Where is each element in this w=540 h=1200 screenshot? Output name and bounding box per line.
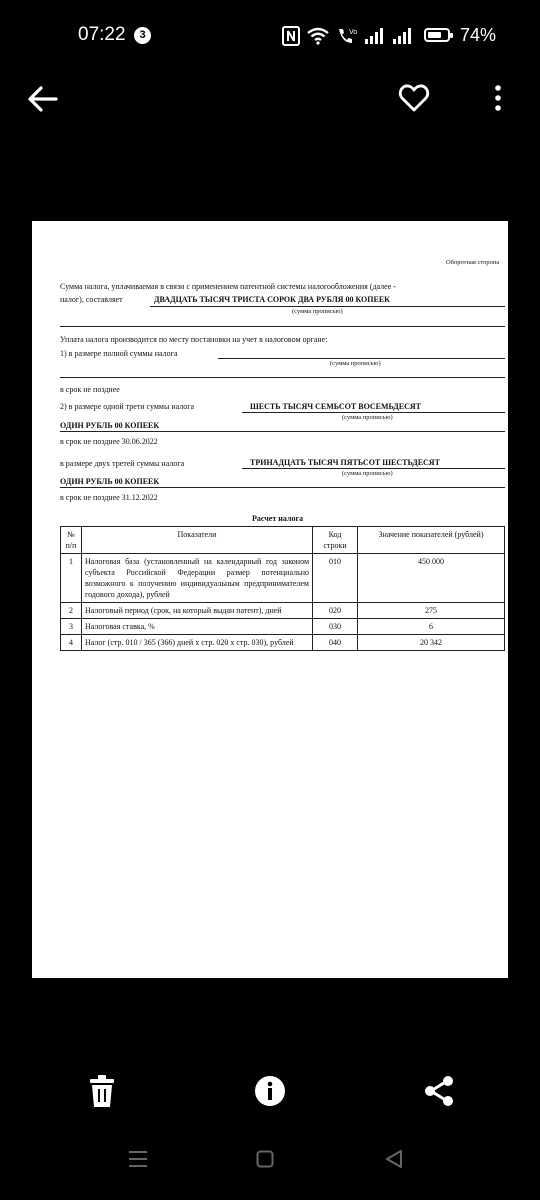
divider <box>60 487 505 488</box>
row-code: 010 <box>313 554 358 603</box>
share-icon[interactable] <box>422 1074 456 1108</box>
option-two-thirds: в размере двух третей суммы налога <box>60 459 185 468</box>
one-third-words: ШЕСТЬ ТЫСЯЧ СЕМЬСОТ ВОСЕМЬДЕСЯТ <box>250 402 421 411</box>
two-thirds-words: ТРИНАДЦАТЬ ТЫСЯЧ ПЯТЬСОТ ШЕСТЬДЕСЯТ <box>250 458 440 467</box>
signal-1-icon <box>364 27 386 45</box>
divider <box>60 326 505 327</box>
clock: 07:22 <box>78 24 126 45</box>
option-full-sum: 1) в размере полной суммы налога <box>60 349 178 358</box>
caption-sum-in-words: (сумма прописью) <box>292 308 343 315</box>
home-icon[interactable] <box>256 1150 274 1168</box>
system-nav-bar <box>0 1140 540 1180</box>
row-indicator: Налоговая ставка, % <box>82 619 313 635</box>
table-row <box>61 619 505 635</box>
info-icon[interactable] <box>254 1075 286 1107</box>
option-one-third: 2) в размере одной трети суммы налога <box>60 402 195 411</box>
battery-percent: 74% <box>460 25 497 45</box>
document-page <box>32 221 508 978</box>
notification-count-badge: 3 <box>134 27 151 44</box>
header-code: Код строки <box>313 527 358 554</box>
battery-icon <box>424 28 450 42</box>
wifi-icon <box>306 27 330 45</box>
signal-2-icon <box>392 27 414 45</box>
row-code: 040 <box>313 635 358 651</box>
svg-text:Vo: Vo <box>349 29 358 36</box>
table-row <box>61 554 505 603</box>
row-num: 3 <box>61 619 82 635</box>
table-row <box>61 603 505 619</box>
divider <box>60 377 505 378</box>
nfc-icon <box>282 26 300 46</box>
trash-icon[interactable] <box>88 1074 116 1108</box>
heart-icon[interactable] <box>398 82 430 114</box>
header-num: № п/п <box>61 527 82 554</box>
table-header-row <box>61 527 505 554</box>
tax-calculation-table <box>60 526 505 651</box>
table-row <box>61 635 505 651</box>
nav-back-icon[interactable] <box>384 1149 404 1169</box>
row-num: 4 <box>61 635 82 651</box>
bottom-action-bar <box>0 1060 540 1124</box>
row-indicator: Налоговый период (срок, на который выдан патент), дней <box>82 603 313 619</box>
status-bar <box>0 0 540 72</box>
divider <box>60 431 505 432</box>
header-indicator: Показатели <box>82 527 313 554</box>
row-code: 030 <box>313 619 358 635</box>
tax-amount-text-line2: налог), составляет <box>60 295 123 304</box>
one-third-words-cont: ОДИН РУБЛЬ 00 КОПЕЕК <box>60 421 160 430</box>
two-thirds-words-cont: ОДИН РУБЛЬ 00 КОПЕЕК <box>60 477 160 486</box>
recent-apps-icon[interactable] <box>128 1150 148 1168</box>
table-title: Расчет налога <box>252 514 304 523</box>
arrow-left-icon[interactable] <box>26 84 60 114</box>
row-value: 450 000 <box>358 554 505 603</box>
deadline-2: в срок не позднее 31.12.2022 <box>60 493 158 502</box>
volte-call-icon <box>336 26 358 46</box>
header-value: Значение показателей (рублей) <box>358 527 505 554</box>
more-vertical-icon[interactable] <box>486 82 510 114</box>
caption-sum-in-words: (сумма прописью) <box>342 414 393 421</box>
row-indicator: Налоговая база (установленный на календарный год законом субъекта Российской Федерации размер потенциально возможного к получению индивидуальным предпринимателем годового дохода), рублей <box>82 554 313 603</box>
deadline-1: в срок не позднее 30.06.2022 <box>60 437 158 446</box>
row-value: 275 <box>358 603 505 619</box>
top-app-bar <box>0 72 540 124</box>
row-num: 2 <box>61 603 82 619</box>
tax-amount-text-line1: Сумма налога, уплачиваемая в связи с применением патентной системы налогообложения (далее - <box>60 282 396 291</box>
page-side-label: Оборотная сторона <box>446 259 500 266</box>
tax-amount-words: ДВАДЦАТЬ ТЫСЯЧ ТРИСТА СОРОК ДВА РУБЛЯ 00 КОПЕЕК <box>154 295 390 304</box>
row-code: 020 <box>313 603 358 619</box>
row-num: 1 <box>61 554 82 603</box>
row-indicator: Налог (стр. 010 / 365 (366) дней x стр. 020 x стр. 030), рублей <box>82 635 313 651</box>
deadline-label: в срок не позднее <box>60 385 120 394</box>
row-value: 6 <box>358 619 505 635</box>
payment-intro: Уплата налога производится по месту постановки на учет в налоговом органе: <box>60 335 328 344</box>
caption-sum-in-words: (сумма прописью) <box>330 360 381 367</box>
row-value: 20 342 <box>358 635 505 651</box>
status-icons <box>282 24 414 48</box>
caption-sum-in-words: (сумма прописью) <box>342 470 393 477</box>
